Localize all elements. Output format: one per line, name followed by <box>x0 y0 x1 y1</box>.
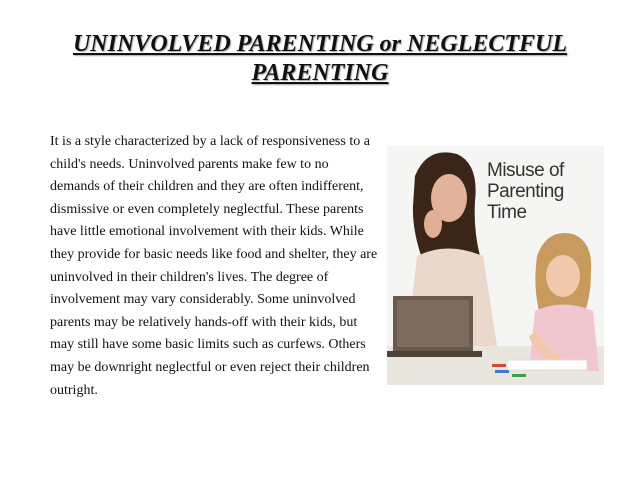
body-paragraph: It is a style characterized by a lack of responsiveness to a child's needs. Uninvolved parents make few to no demands of their children and they are often indifferent, dismissive or even completely neglectful. These parents have little emotional involvement with their kids. While they provide for basic needs like food and shelter, they are uninvolved in their children's lives. The degree of involvement may vary considerably. Some uninvolved parents may be relatively hands-off with their kids, but may still have some basic limits such as curfews. Others may be downright neglectful or even reject their children outright. <box>50 134 378 398</box>
caption-line-1: Misuse of <box>487 160 564 181</box>
slide-title: UNINVOLVED PARENTING or NEGLECTFUL PARENTING <box>72 31 568 86</box>
caption-line-2: Parenting Time <box>487 181 564 223</box>
illustration-image <box>387 146 604 385</box>
illustration-caption <box>487 160 602 223</box>
